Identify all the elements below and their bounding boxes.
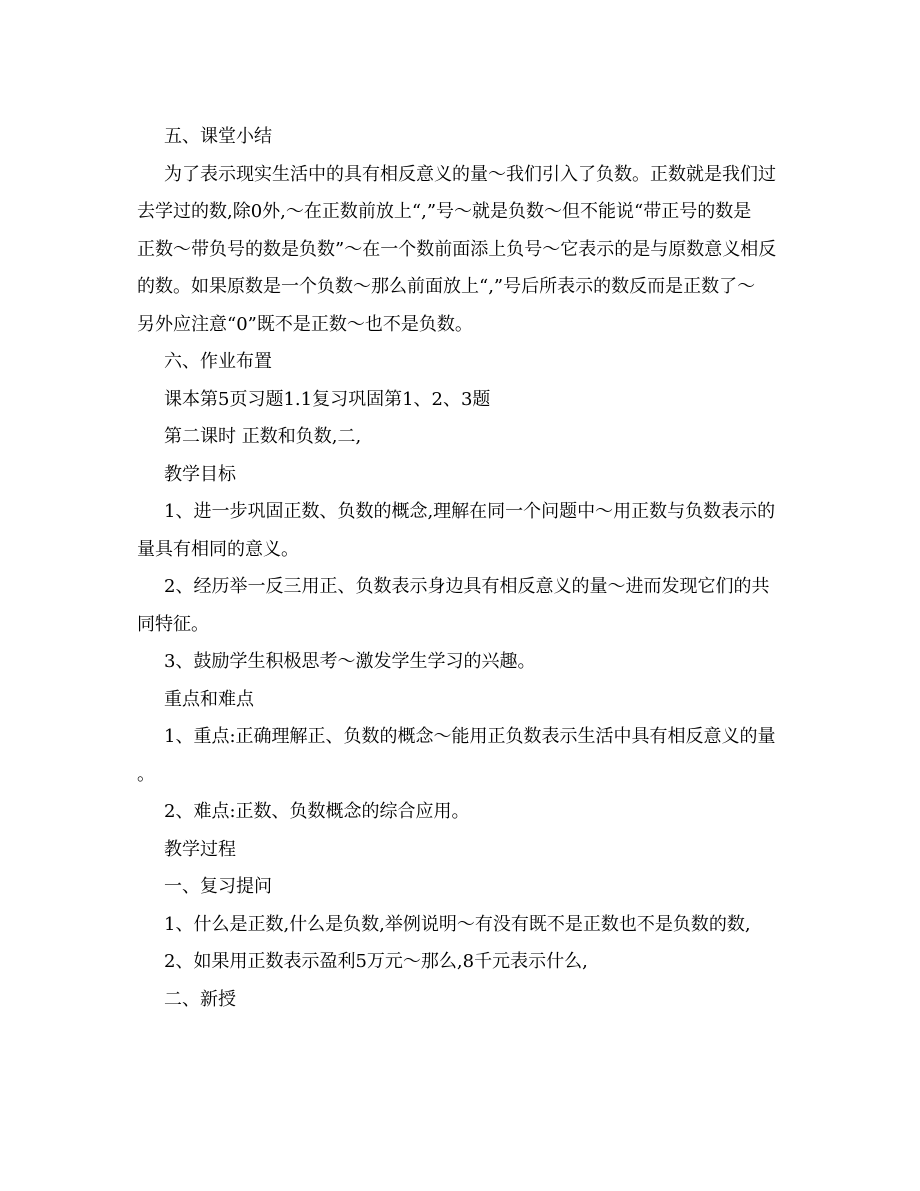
list-item-continuation: 同特征。 <box>137 613 209 635</box>
paragraph-line: 为了表示现实生活中的具有相反意义的量～我们引入了负数。正数就是我们过 <box>164 163 776 185</box>
list-item: 1、进一步巩固正数、负数的概念,理解在同一个问题中～用正数与负数表示的 <box>164 501 776 522</box>
section-heading-homework: 六、作业布置 <box>164 351 272 372</box>
list-item: 2、如果用正数表示盈利5万元～那么,8千元表示什么, <box>164 951 588 972</box>
paragraph-line: 正数～带负号的数是负数”～在一个数前面添上负号～它表示的是与原数意义相反 <box>137 238 777 260</box>
list-item-continuation: 。 <box>137 763 155 785</box>
section-heading-objectives: 教学目标 <box>164 463 236 485</box>
paragraph-line: 去学过的数,除0外,～在正数前放上“,”号～就是负数～但不能说“带正号的数是 <box>137 201 752 222</box>
list-item-continuation: 量具有相同的意义。 <box>137 538 299 560</box>
list-item: 1、什么是正数,什么是负数,举例说明～有没有既不是正数也不是负数的数, <box>164 913 751 935</box>
document-body <box>137 118 787 1018</box>
list-item: 3、鼓励学生积极思考～激发学生学习的兴趣。 <box>164 651 536 672</box>
paragraph-line: 另外应注意“0”既不是正数～也不是负数。 <box>137 313 473 335</box>
lesson-title: 第二课时 正数和负数,二, <box>164 426 362 447</box>
subsection-heading-new-lesson: 二、新授 <box>164 988 236 1010</box>
section-heading-summary: 五、课堂小结 <box>164 126 272 147</box>
section-heading-process: 教学过程 <box>164 838 236 860</box>
subsection-heading-review: 一、复习提问 <box>164 876 272 897</box>
paragraph-line: 课本第5页习题1.1复习巩固第1、2、3题 <box>164 388 491 410</box>
list-item: 1、重点:正确理解正、负数的概念～能用正负数表示生活中具有相反意义的量 <box>164 726 776 747</box>
list-item: 2、难点:正数、负数概念的综合应用。 <box>164 801 470 822</box>
list-item: 2、经历举一反三用正、负数表示身边具有相反意义的量～进而发现它们的共 <box>164 576 770 597</box>
section-heading-key-points: 重点和难点 <box>164 688 254 710</box>
paragraph-line: 的数。如果原数是一个负数～那么前面放上“,”号后所表示的数反而是正数了～ <box>137 276 756 297</box>
